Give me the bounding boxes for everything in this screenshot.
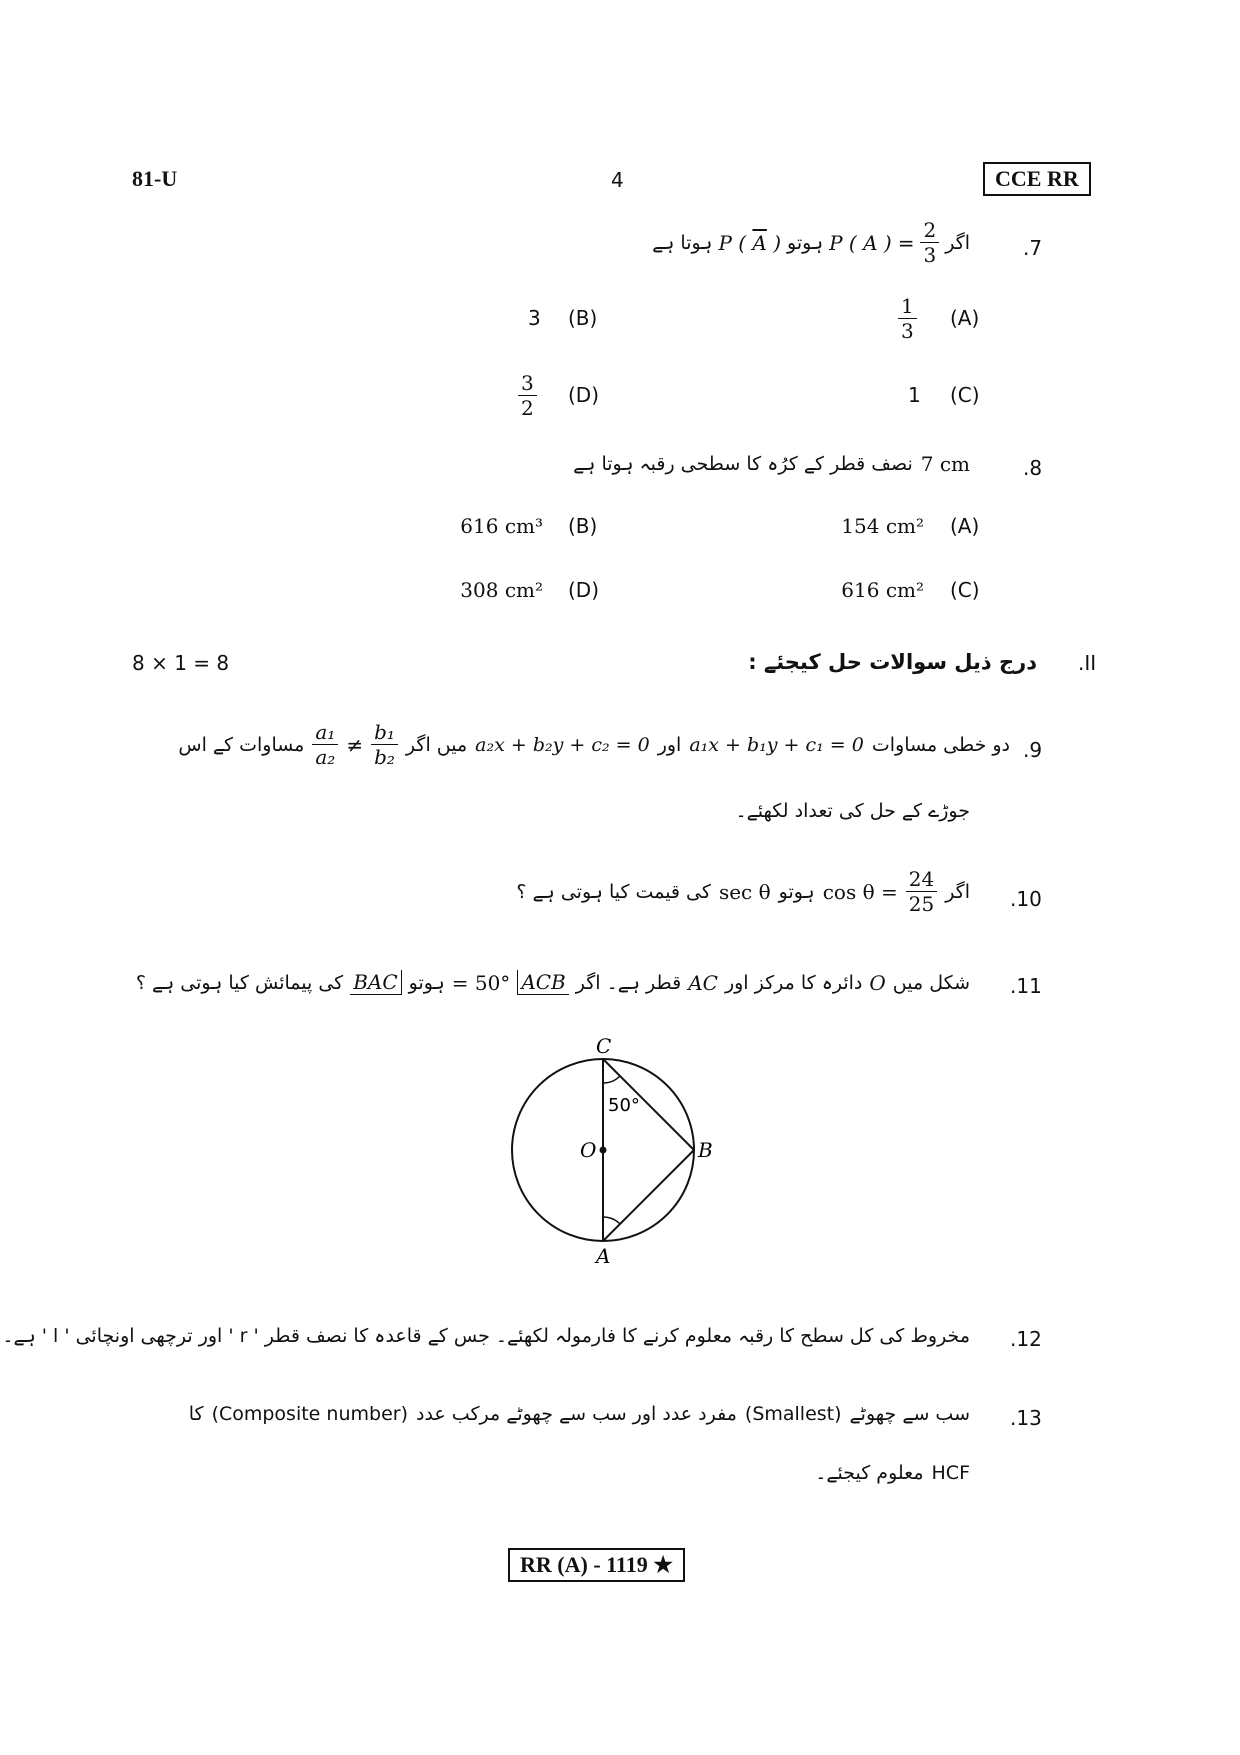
q8-option-c-value: 616 cm² (841, 578, 924, 602)
section-title: درج ذیل سوالات حل کیجئے : (748, 650, 1037, 674)
q9-text-a: دو خطی مساوات (871, 733, 1010, 756)
q13-text-a: سب سے چھوٹے (849, 1403, 970, 1425)
q13-text-c: کا (188, 1403, 204, 1425)
q7-option-c-label: (C) (950, 383, 980, 407)
q7-option-d-label: (D) (568, 383, 600, 407)
q7-stem (652, 218, 970, 267)
q8-number: .8 (1023, 456, 1043, 480)
q7-number: .7 (1023, 236, 1043, 260)
q8-option-a-label: (A) (950, 514, 980, 538)
q7-fraction: $\frac{2}{3}$ (920, 218, 939, 267)
q9-neq: ≠ (346, 732, 364, 757)
q11-text-a: شکل میں (892, 971, 970, 994)
q13-smallest: (Smallest) (744, 1403, 842, 1425)
q8-option-b-label: (B) (568, 514, 598, 538)
chord-ab (603, 1150, 694, 1241)
q11-stem (136, 970, 970, 995)
q8-option-b-value: 616 cm³ (460, 514, 543, 538)
section-marks: 8 × 1 = 8 (132, 651, 230, 675)
q13-text-b: مفرد عدد اور سب سے چھوٹے مرکب عدد (415, 1403, 737, 1425)
q10-stem (516, 867, 970, 916)
q13-hcf: HCF (931, 1462, 970, 1484)
q9-fraction-b: $\frac{\text{b₁}}{\text{b₂}}$ (371, 720, 398, 769)
footer-code: RR (A) - 1119 ★ (508, 1548, 685, 1582)
paper-code: 81-U (132, 166, 178, 191)
q11-o: O (869, 970, 886, 995)
q13-text-d: معلوم کیجئے۔ (815, 1462, 924, 1484)
q9-stem (178, 720, 1010, 769)
label-o: O (580, 1138, 597, 1162)
q9-fraction-a: $\frac{\text{a₁}}{\text{a₂}}$ (312, 720, 338, 769)
q7-p-abar: P ( $\overline{A}$ ) (718, 230, 782, 255)
q11-text-c: قطر ہے۔ اگر (575, 971, 682, 994)
circle-diagram (500, 1035, 740, 1275)
q7-option-c-value: 1 (908, 383, 921, 407)
q10-cos: cos θ = (822, 879, 898, 904)
angle-label: 50° (608, 1095, 640, 1116)
q7-p-a: P ( A ) (829, 230, 892, 255)
label-c: C (596, 1035, 612, 1058)
q11-angle-bac: BAC (350, 970, 401, 995)
q9-eq1: a₁x + b₁y + c₁ = 0 (689, 733, 864, 756)
q11-ac: AC (688, 970, 718, 995)
q11-number: .11 (1010, 974, 1042, 998)
q8-option-d-label: (D) (568, 578, 600, 602)
q7-text-if: اگر (945, 231, 970, 254)
q7-option-b-value: 3 (528, 306, 541, 330)
center-point (600, 1147, 607, 1154)
q8-stem (573, 452, 970, 476)
q8-radius: 7 cm (920, 452, 970, 476)
q7-option-a-value: 1 3 (898, 294, 917, 343)
q8-text: نصف قطر کے کرُہ کا سطحی رقبہ ہوتا ہے (573, 453, 913, 475)
q11-text-b: دائرہ کا مرکز اور (724, 971, 863, 994)
series-badge: CCE RR (983, 162, 1091, 196)
q7-option-d-value: 3 2 (518, 371, 537, 420)
page-number: 4 (611, 168, 624, 192)
q10-fraction: $\frac{24}{25}$ (906, 867, 937, 916)
q7-text-end: ہوتا ہے (652, 231, 713, 254)
q7-eq: = (897, 230, 915, 255)
q9-eq2: a₂x + b₂y + c₂ = 0 (475, 733, 650, 756)
q9-and: اور (657, 733, 682, 756)
q7-text-then: ہوتو (787, 231, 824, 254)
q11-text-e: کی پیمائش کیا ہوتی ہے ؟ (135, 971, 344, 994)
q13-composite: (Composite number) (211, 1403, 408, 1425)
q13-line2 (815, 1462, 970, 1484)
q9-text-c: مساوات کے اس (178, 733, 305, 756)
q9-text-b: میں اگر (405, 733, 468, 756)
label-b: B (698, 1138, 713, 1162)
q10-sec: sec θ (718, 879, 771, 904)
q7-option-a-label: (A) (950, 306, 980, 330)
q11-eq: = 50° (451, 970, 511, 995)
q13-stem (189, 1403, 970, 1425)
q13-number: .13 (1010, 1406, 1042, 1430)
q12-text: مخروط کی کل سطح کا رقبہ معلوم کرنے کا فارمولہ لکھئے۔ جس کے قاعدہ کا نصف قطر ' r ' اور ترچھی اونچائی ' l ' ہے۔ (2, 1325, 970, 1347)
q11-angle-acb: ACB (517, 970, 568, 995)
q10-number: .10 (1010, 887, 1042, 911)
q8-option-d-value: 308 cm² (460, 578, 543, 602)
q10-text-then: ہوتو (778, 880, 815, 903)
label-a: A (596, 1244, 611, 1268)
q12-number: .12 (1010, 1327, 1042, 1351)
section-number: .II (1078, 651, 1097, 675)
q8-option-a-value: 154 cm² (841, 514, 924, 538)
q9-line2: جوڑے کے حل کی تعداد لکھئے۔ (735, 800, 970, 822)
q10-text-if: اگر (945, 880, 970, 903)
angle-arc-a (603, 1217, 620, 1224)
q10-text-end: کی قیمت کیا ہوتی ہے ؟ (516, 880, 711, 903)
q7-option-b-label: (B) (568, 306, 598, 330)
angle-arc-c (603, 1076, 620, 1083)
q9-number: .9 (1023, 738, 1043, 762)
q7-abar-letter: $\overline{A}$ (752, 230, 767, 255)
q8-option-c-label: (C) (950, 578, 980, 602)
q11-text-d: ہوتو (408, 971, 445, 994)
